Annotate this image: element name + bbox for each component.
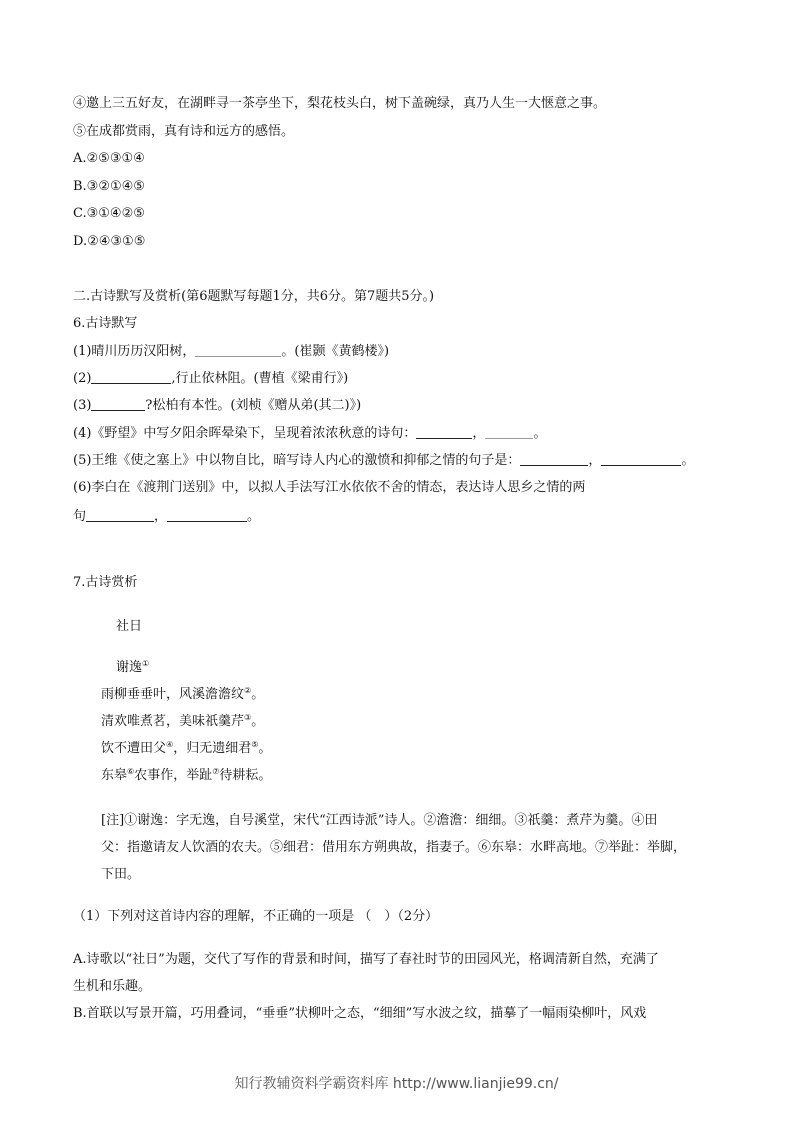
poem-line-1 [101,688,264,701]
poem-text: 农事作，举趾 [134,768,213,783]
q6-3 [73,398,361,412]
q5-option-b: B.③②①④⑤ [73,179,145,194]
footnote-marker: ⑦ [212,767,220,776]
q6-4 [73,426,546,440]
poem-text: 饮不遭田父 [101,741,167,756]
poem-text: 雨柳垂垂叶，风溪澹澹纹 [101,687,245,702]
q6-6-prefix: 句 [73,509,87,524]
q7-title: 7.古诗赏析 [73,575,138,590]
q6-6-line1: (6)李白在《渡荆门送别》中，以拟人手法写江水依依不舍的情态，表达诗人思乡之情的两 [73,480,586,495]
poem-note-1: [注]①谢逸：字无逸，自号溪堂，宋代“江西诗派”诗人。②澹澹：细细。③祇羹：煮芹为羹。④田 [101,813,658,828]
answer-blank[interactable] [167,509,247,522]
q5-option-a: A.②⑤③①④ [73,151,145,166]
answer-blank[interactable] [86,509,154,522]
poem-line-3 [101,742,271,755]
answer-blank[interactable] [91,398,145,411]
q6-2-prefix: (2) [73,371,92,386]
poem-text: 待耕耘。 [219,768,272,783]
q6-4-separator: ， [472,426,486,441]
footnote-marker: ② [244,686,252,695]
q7-sub1: （1）下列对这首诗内容的理解，不正确的一项是 （ ）（2分） [73,909,439,924]
q6-4-end: 。 [533,426,547,441]
poem-text: 。 [258,741,272,756]
q6-1-suffix: 。(崔颢《黄鹤楼》) [281,344,390,359]
poem-note-3: 下田。 [101,867,141,882]
q6-5-separator: ， [588,453,602,468]
q6-2 [73,371,348,385]
q7-option-a-line2: 生机和乐趣。 [73,979,152,994]
answer-blank[interactable] [601,453,681,466]
q6-3-prefix: (3) [73,398,92,413]
author-name: 谢逸 [116,660,143,675]
footnote-marker: ① [142,659,150,668]
footnote-marker: ⑥ [127,767,135,776]
poem-text: ，归无遗细君 [173,741,252,756]
q6-6-end: 。 [247,509,261,524]
q5-item5: ⑤在成都赏雨，真有诗和远方的感悟。 [73,124,295,139]
poem-line-4 [101,769,271,782]
q6-1-prefix: (1)晴川历历汉阳树， [73,344,196,359]
q6-1 [73,344,389,358]
q5-item4: ④邀上三五好友，在湖畔寻一茶亭坐下，梨花枝头白，树下盖碗绿，真乃人生一大惬意之事。 [73,96,607,111]
q6-5-end: 。 [681,453,695,468]
poem-author [116,661,149,674]
poem-text: 。 [251,714,265,729]
footnote-marker: ③ [244,713,252,722]
q5-option-d: D.②④③①⑤ [73,234,146,249]
poem-title: 社日 [116,619,143,634]
footnote-marker: ⑤ [251,740,259,749]
answer-blank[interactable] [416,426,472,439]
q6-2-suffix: ,行止依林阻。(曹植《梁甫行》) [171,371,349,386]
page-footer: 知行教辅资料学霸资料库 http://www.lianjie99.cn/ [234,1076,559,1092]
footnote-marker: ④ [166,740,174,749]
answer-blank[interactable] [91,371,171,384]
answer-blank[interactable] [485,426,533,439]
q6-6-line2 [73,509,260,523]
poem-line-2 [101,715,264,728]
q6-6-separator: ， [154,509,168,524]
q6-3-suffix: ?松柏有本性。(刘桢《赠从弟(其二)》) [145,398,362,413]
poem-note-2: 父：指邀请友人饮酒的农夫。⑤细君：借用东方朔典故，指妻子。⑥东皋：水畔高地。⑦举趾：举脚， [101,840,687,855]
poem-text: 东皋 [101,768,128,783]
q7-option-a-line1: A.诗歌以“社日”为题，交代了写作的背景和时间，描写了春社时节的田园风光，格调清新自然，充满了 [73,952,659,967]
q5-option-c: C.③①④②⑤ [73,206,145,221]
q6-title: 6.古诗默写 [73,316,138,331]
answer-blank[interactable] [520,453,588,466]
q6-5 [73,453,694,467]
section2-heading: 二.古诗默写及赏析(第6题默写每题1分，共6分。第7题共5分。) [73,289,435,304]
poem-text: 清欢唯煮茗，美味祇羹芹 [101,714,245,729]
poem-text: 。 [251,687,265,702]
q6-5-prefix: (5)王维《使之塞上》中以物自比，暗写诗人内心的激愤和抑郁之情的句子是： [73,453,521,468]
q7-option-b-line1: B.首联以写景开篇，巧用叠词，“垂垂”状柳叶之态，“细细”写水波之纹，描摹了一幅雨染柳叶，风戏 [73,1006,647,1021]
answer-blank[interactable] [195,344,281,357]
q6-4-prefix: (4)《野望》中写夕阳余晖晕染下，呈现着浓浓秋意的诗句： [73,426,417,441]
